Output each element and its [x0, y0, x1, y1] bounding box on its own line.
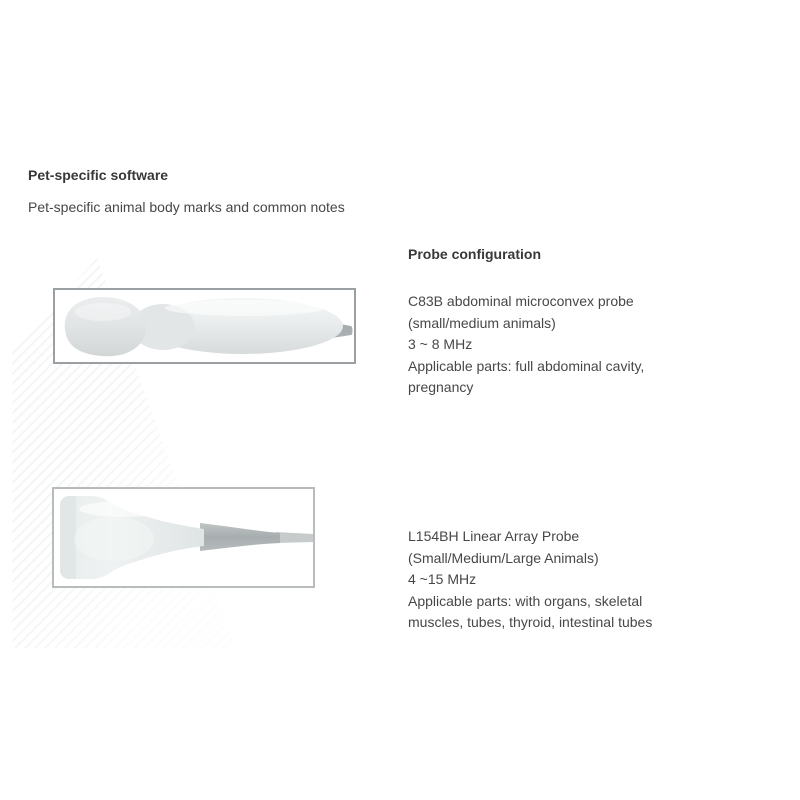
software-section-description: Pet-specific animal body marks and common notes [28, 199, 345, 215]
probe-applicable-parts-cont: muscles, tubes, thyroid, intestinal tubes [408, 614, 653, 630]
linear-array-probe-image [52, 487, 315, 588]
probe-frequency: 3 ~ 8 MHz [408, 336, 473, 352]
probe-name: L154BH Linear Array Probe [408, 528, 580, 544]
probe-applicable-parts: Applicable parts: full abdominal cavity, [408, 357, 645, 374]
probe-name: C83B abdominal microconvex probe [408, 293, 634, 309]
probe-configuration-heading: Probe configuration [408, 246, 541, 262]
probe-animals: (small/medium animals) [408, 314, 556, 331]
probe-frequency: 4 ~15 MHz [408, 571, 477, 587]
probe-applicable-parts-cont: pregnancy [408, 379, 474, 395]
microconvex-probe-description [408, 291, 738, 399]
software-section-heading: Pet-specific software [28, 167, 169, 183]
probe-animals: (Small/Medium/Large Animals) [408, 549, 599, 566]
microconvex-probe-image [53, 288, 356, 364]
probe-applicable-parts: Applicable parts: with organs, skeletal [408, 592, 643, 609]
linear-array-probe-description [408, 526, 738, 634]
microconvex-probe-illustration [55, 290, 354, 362]
linear-array-probe-illustration [54, 489, 313, 586]
